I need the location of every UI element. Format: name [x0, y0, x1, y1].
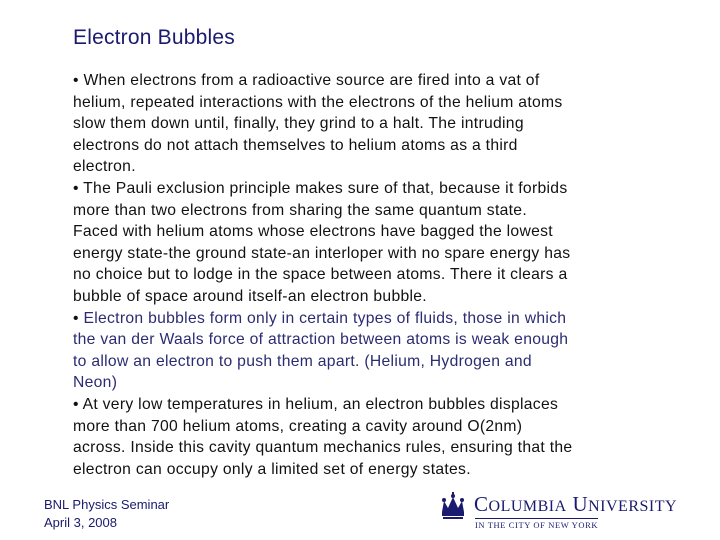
- body-line: • The Pauli exclusion principle makes sure of that, because it forbids: [73, 179, 568, 197]
- logo-wordmark: COLUMBIA UNIVERSITY: [474, 492, 678, 516]
- body-line: electrons do not attach themselves to helium atoms as a third: [73, 136, 518, 154]
- body-line: energy state-the ground state-an interloper with no spare energy has: [73, 244, 571, 262]
- body-line: electron can occupy only a limited set of energy states.: [73, 460, 471, 478]
- body-line: Faced with helium atoms whose electrons have bagged the lowest: [73, 223, 553, 241]
- body-line-highlight: to allow an electron to push them apart. (Helium, Hydrogen and: [73, 352, 532, 370]
- slide-body: [73, 70, 633, 480]
- body-line: across. Inside this cavity quantum mechanics rules, ensuring that the: [73, 439, 573, 457]
- body-line-highlight: the van der Waals force of attraction between atoms is weak enough: [73, 331, 569, 349]
- body-line: electron.: [73, 158, 136, 176]
- crown-icon: [438, 492, 468, 524]
- body-line: • At very low temperatures in helium, an electron bubbles displaces: [73, 395, 559, 413]
- body-line: more than 700 helium atoms, creating a cavity around O(2nm): [73, 417, 523, 435]
- logo-tagline: IN THE CITY OF NEW YORK: [475, 520, 599, 530]
- highlight-text: Electron bubbles form only in certain types of fluids, those in which: [83, 309, 567, 327]
- bullet-mark: •: [73, 309, 79, 327]
- body-line: • When electrons from a radioactive source are fired into a vat of: [73, 72, 540, 89]
- footer-seminar: BNL Physics Seminar: [44, 497, 170, 512]
- footer: [44, 496, 169, 532]
- body-line: slow them down until, finally, they grind to a halt. The intruding: [73, 115, 524, 133]
- body-line: no choice but to lodge in the space between atoms. There it clears a: [73, 266, 568, 284]
- footer-date: April 3, 2008: [44, 515, 117, 530]
- body-line-highlight: [73, 308, 633, 330]
- body-line: bubble of space around itself-an electron bubble.: [73, 287, 427, 305]
- body-line-highlight: Neon): [73, 374, 118, 392]
- body-line: more than two electrons from sharing the same quantum state.: [73, 201, 527, 219]
- columbia-logo: [438, 492, 708, 532]
- body-line: helium, repeated interactions with the electrons of the helium atoms: [73, 93, 563, 111]
- slide-title: Electron Bubbles: [73, 26, 235, 49]
